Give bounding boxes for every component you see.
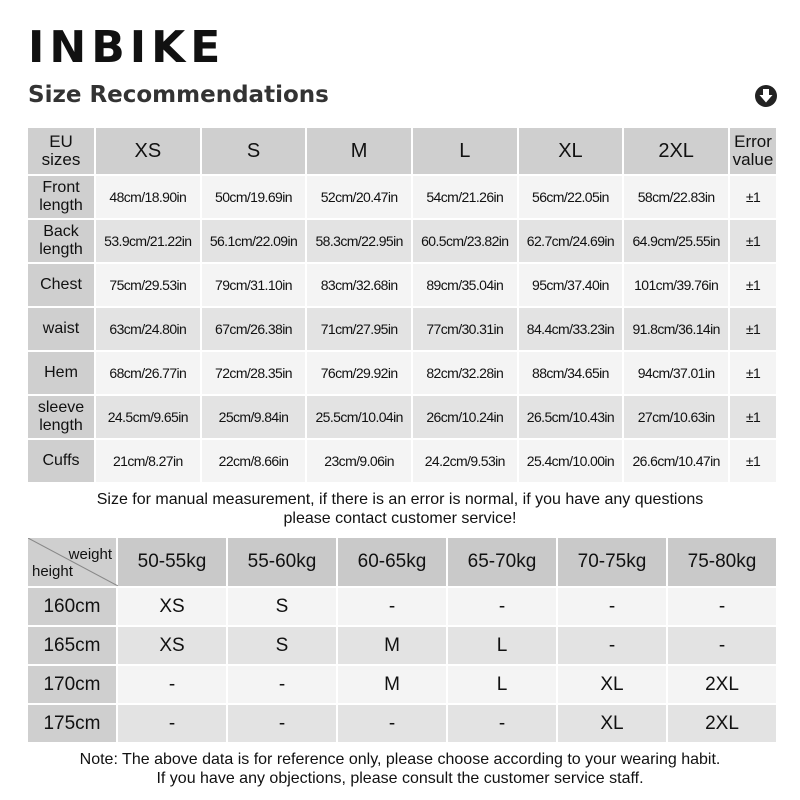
height-row [28,666,776,703]
measurement-value: 21cm/8.27in [96,440,200,482]
measurement-value: 50cm/19.69in [202,176,306,218]
size-header-m: M [307,128,411,174]
recommended-size: 2XL [668,666,776,703]
measurement-label-line1: waist [42,320,80,337]
recommended-size: - [228,705,336,742]
measurement-note-line1: Size for manual measurement, if there is an error is normal, if you have any questions [96,491,704,508]
recommended-size: - [558,627,666,664]
measurement-label-line1: Cuffs [42,452,80,469]
measurement-value: 58cm/22.83in [624,176,728,218]
recommended-size: - [118,705,226,742]
recommended-size: M [338,666,446,703]
recommended-size: - [448,705,556,742]
eu-sizes-line1: EU [49,132,73,151]
measurement-label [28,264,94,306]
weight-header: 65-70kg [448,538,556,586]
size-row [28,440,776,482]
measurement-value: 25cm/9.84in [202,396,306,438]
measurement-value: 63cm/24.80in [96,308,200,350]
height-weight-table [26,536,778,744]
error-value-header [730,128,776,174]
measurement-label-line2: length [39,197,83,214]
size-row [28,396,776,438]
recommended-size: - [118,666,226,703]
size-chart-table [26,126,778,484]
recommended-size: S [228,588,336,625]
weight-header: 60-65kg [338,538,446,586]
measurement-label [28,176,94,218]
measurement-value: 56.1cm/22.09in [202,220,306,262]
height-row [28,627,776,664]
size-header-row [28,128,776,174]
measurement-value: 53.9cm/21.22in [96,220,200,262]
recommended-size: L [448,627,556,664]
measurement-value: 58.3cm/22.95in [307,220,411,262]
size-header-xl: XL [519,128,623,174]
weight-header: 70-75kg [558,538,666,586]
measurement-label [28,352,94,394]
brand-logo: INBIKE [28,22,226,73]
measurement-value: 25.5cm/10.04in [307,396,411,438]
recommended-size: S [228,627,336,664]
recommended-size: - [668,627,776,664]
error-value: ±1 [730,308,776,350]
weight-header: 55-60kg [228,538,336,586]
measurement-label-line1: Chest [40,276,82,293]
recommended-size: - [668,588,776,625]
size-row [28,352,776,394]
measurement-value: 62.7cm/24.69in [519,220,623,262]
page-title: Size Recommendations [28,82,329,108]
measurement-value: 48cm/18.90in [96,176,200,218]
measurement-value: 89cm/35.04in [413,264,517,306]
recommended-size: M [338,627,446,664]
measurement-value: 26.6cm/10.47in [624,440,728,482]
measurement-value: 23cm/9.06in [307,440,411,482]
measurement-value: 68cm/26.77in [96,352,200,394]
recommended-size: XS [118,627,226,664]
measurement-value: 52cm/20.47in [307,176,411,218]
error-value: ±1 [730,352,776,394]
measurement-value: 77cm/30.31in [413,308,517,350]
eu-sizes-line2: sizes [41,150,81,169]
weight-height-corner [28,538,116,586]
height-row [28,588,776,625]
error-value: ±1 [730,396,776,438]
eu-sizes-header [28,128,94,174]
error-line2: value [732,150,774,169]
height-row [28,705,776,742]
measurement-value: 64.9cm/25.55in [624,220,728,262]
height-label-cell: 175cm [28,705,116,742]
measurement-label [28,220,94,262]
measurement-note-line2: please contact customer service! [283,510,517,527]
measurement-value: 67cm/26.38in [202,308,306,350]
height-label-cell: 165cm [28,627,116,664]
measurement-value: 75cm/29.53in [96,264,200,306]
height-label-cell: 170cm [28,666,116,703]
measurement-value: 25.4cm/10.00in [519,440,623,482]
recommended-size: 2XL [668,705,776,742]
measurement-value: 26.5cm/10.43in [519,396,623,438]
error-line1: Error [734,132,772,151]
measurement-value: 71cm/27.95in [307,308,411,350]
size-row [28,264,776,306]
measurement-value: 26cm/10.24in [413,396,517,438]
measurement-label-line2: length [39,241,83,258]
measurement-value: 91.8cm/36.14in [624,308,728,350]
recommended-size: - [558,588,666,625]
measurement-value: 76cm/29.92in [307,352,411,394]
reference-note-line2: If you have any objections, please consult the customer service staff. [156,770,644,787]
measurement-label-line1: Front [42,179,80,196]
error-value: ±1 [730,220,776,262]
weight-header: 75-80kg [668,538,776,586]
measurement-label [28,440,94,482]
measurement-label-line1: Back [43,223,79,240]
reference-note-line1: Note: The above data is for reference only, please choose according to your wearing habit. [79,751,721,768]
measurement-value: 83cm/32.68in [307,264,411,306]
measurement-value: 88cm/34.65in [519,352,623,394]
recommended-size: XL [558,705,666,742]
measurement-value: 27cm/10.63in [624,396,728,438]
measurement-value: 84.4cm/33.23in [519,308,623,350]
measurement-note [20,490,780,528]
measurement-value: 101cm/39.76in [624,264,728,306]
measurement-value: 72cm/28.35in [202,352,306,394]
size-row [28,220,776,262]
recommended-size: - [448,588,556,625]
measurement-value: 95cm/37.40in [519,264,623,306]
height-label-cell: 160cm [28,588,116,625]
measurement-label-line1: Hem [44,364,78,381]
recommended-size: XL [558,666,666,703]
measurement-value: 24.5cm/9.65in [96,396,200,438]
measurement-label [28,396,94,438]
reference-note [20,750,780,788]
size-header-xs: XS [96,128,200,174]
recommended-size: L [448,666,556,703]
weight-header-row [28,538,776,586]
measurement-value: 54cm/21.26in [413,176,517,218]
measurement-label [28,308,94,350]
measurement-value: 94cm/37.01in [624,352,728,394]
size-row [28,176,776,218]
recommended-size: XS [118,588,226,625]
measurement-label-line1: sleeve [37,399,85,416]
size-header-s: S [202,128,306,174]
measurement-label-line2: length [39,417,83,434]
error-value: ±1 [730,176,776,218]
download-arrow-circle-icon[interactable] [754,84,778,108]
measurement-value: 79cm/31.10in [202,264,306,306]
error-value: ±1 [730,264,776,306]
size-row [28,308,776,350]
measurement-value: 56cm/22.05in [519,176,623,218]
error-value: ±1 [730,440,776,482]
recommended-size: - [338,705,446,742]
size-header-2xl: 2XL [624,128,728,174]
measurement-value: 22cm/8.66in [202,440,306,482]
measurement-value: 24.2cm/9.53in [413,440,517,482]
size-header-l: L [413,128,517,174]
measurement-value: 60.5cm/23.82in [413,220,517,262]
recommended-size: - [338,588,446,625]
height-label: height [32,563,73,580]
recommended-size: - [228,666,336,703]
weight-header: 50-55kg [118,538,226,586]
weight-label: weight [68,546,112,563]
measurement-value: 82cm/32.28in [413,352,517,394]
